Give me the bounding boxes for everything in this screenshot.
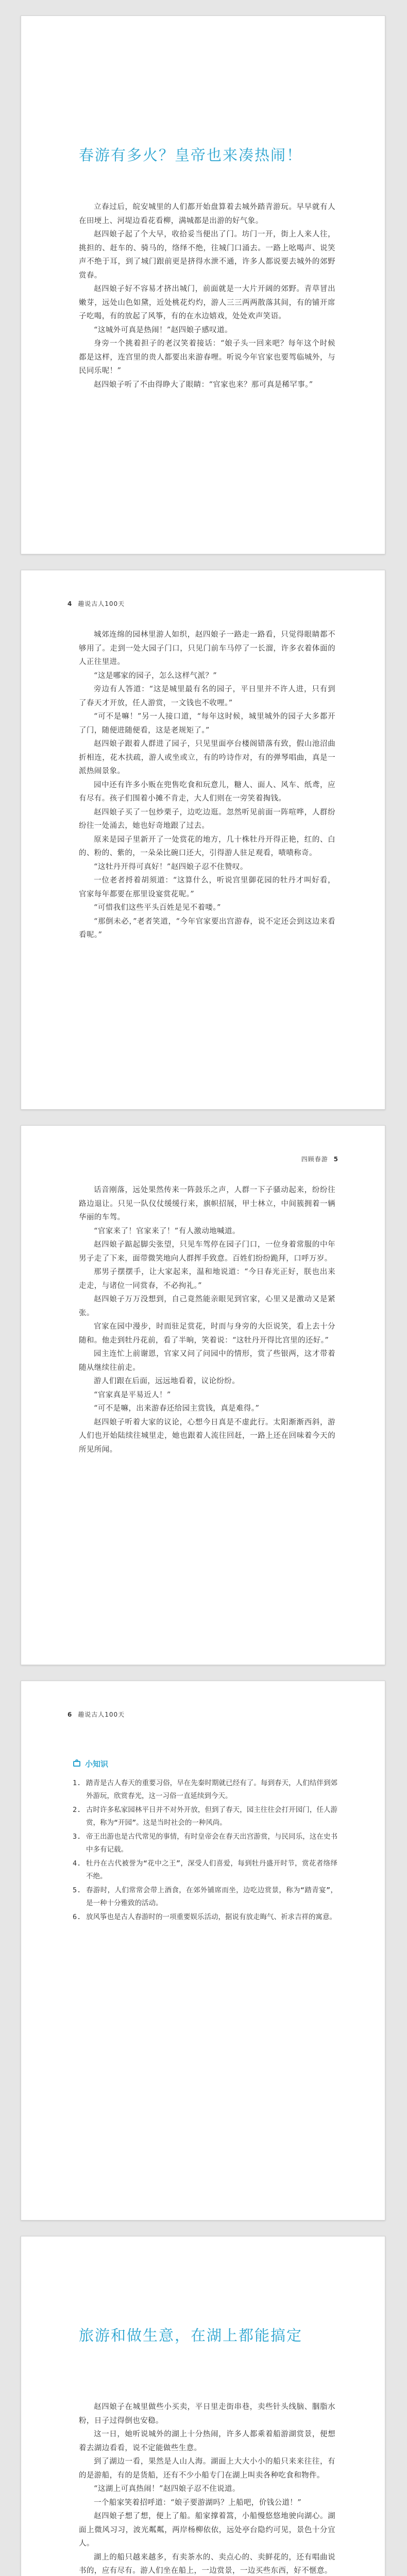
running-title: 趣说古人100天 bbox=[78, 1711, 125, 1718]
book-page-5 bbox=[21, 2236, 385, 2576]
paragraph: “官家来了！官家来了！”有人激动地喊道。 bbox=[94, 1227, 240, 1235]
running-title: 四顾春游 bbox=[301, 1156, 328, 1163]
paragraph: 园主连忙上前谢恩，官家又问了问园中的情形，赏了些银两，这才带着随从继续往前走。 bbox=[79, 1350, 335, 1372]
paragraph: 赵四娘子好不容易才挤出城门，前面就是一大片开阔的郊野。青草冒出嫩芽，远处山色如黛，近处桃花灼灼，游人三三两两散落其间，有的铺开席子吃喝，有的放起了风筝，有的在水边嬉戏，处处欢声笑语。 bbox=[79, 285, 335, 320]
body-text bbox=[79, 1183, 335, 1456]
paragraph: 赵四娘子听了不由得睁大了眼睛：“官家也来？那可真是稀罕事。” bbox=[94, 380, 313, 389]
paragraph: 城郊连绵的园林里游人如织，赵四娘子一路走一路看，只觉得眼睛都不够用了。走到一处大园子门口，只见门前车马停了一长溜，许多衣着体面的人正往里进。 bbox=[79, 631, 335, 666]
tip-heading bbox=[73, 1758, 108, 1769]
page-number: 4 bbox=[67, 600, 73, 607]
paragraph: 赵四娘子跟着人群进了园子，只见里面亭台楼阁错落有致，假山池沼曲折相连，花木扶疏，游人或坐或立，有的吟诗作对，有的弹琴唱曲，真是一派热闹景象。 bbox=[79, 740, 335, 775]
paragraph: 赵四娘子万万没想到，自己竟然能亲眼见到官家，心里又是激动又是紧张。 bbox=[79, 1295, 335, 1317]
paragraph: 赵四娘子想了想，便上了船。船家撑着篙，小船慢悠悠地驶向湖心。湖面上微风习习，波光粼粼，两岸杨柳依依，远处亭台隐约可见，景色十分宜人。 bbox=[79, 2512, 335, 2548]
paragraph: “这是哪家的园子，怎么这样气派？” bbox=[94, 671, 217, 680]
paragraph: 赵四娘子起了个大早，收拾妥当便出了门。坊门一开，街上人来人往，挑担的、赶车的、骑马的，络绎不绝，往城门口涌去。一路上吆喝声、说笑声不绝于耳，到了城门跟前更是挤得水泄不通，许多人都说要去城外的郊野赏春。 bbox=[79, 230, 335, 280]
paragraph: 旁边有人答道：“这是城里最有名的园子，平日里并不许人进，只有到了春天才开放，任人游赏，一文钱也不收哩。” bbox=[79, 685, 335, 707]
running-header bbox=[301, 1155, 342, 1163]
book-page-1 bbox=[21, 15, 385, 554]
book-page-2 bbox=[21, 570, 385, 1110]
page-number: 6 bbox=[67, 1711, 73, 1718]
paragraph: 那男子摆摆手，让大家起来，温和地说道：“今日春光正好，朕也出来走走，与诸位一同赏春，不必拘礼。” bbox=[79, 1268, 335, 1290]
paragraph: “可不是嘛，出来游春还给园主赏钱，真是难得。” bbox=[94, 1404, 260, 1413]
paragraph: 立春过后，皖安城里的人们都开始盘算着去城外踏青游玩。早早就有人在田埂上、河堤边看花看柳，满城都是出游的好气象。 bbox=[79, 203, 335, 225]
paragraph: “这城外可真是热闹！”赵四娘子感叹道。 bbox=[94, 326, 232, 334]
running-header bbox=[64, 599, 125, 608]
list-item: 3. 帝王出游也是古代常见的事情，有时皇帝会在春天出宫游赏，与民同乐，这在史书中多有记载。 bbox=[73, 1833, 337, 1854]
paragraph: “可惜我们这些平头百姓是见不着喽。” bbox=[94, 904, 221, 912]
running-header bbox=[64, 1710, 125, 1719]
paragraph: “官家真是平易近人！” bbox=[94, 1391, 171, 1399]
note-icon bbox=[73, 1759, 82, 1769]
paragraph: 赵四娘子听着大家的议论，心想今日真是不虚此行。太阳渐渐西斜，游人们也开始陆续往城里走，她也跟着人流往回赶，一路上还在回味着今天的所见所闻。 bbox=[79, 1418, 335, 1454]
paragraph: “可不是嘛！”另一人接口道，“每年这时候，城里城外的园子大多都开了门，随便进随便看，这是老规矩了。” bbox=[79, 713, 335, 735]
paragraph: “这牡丹开得可真好！”赵四娘子忍不住赞叹。 bbox=[94, 862, 248, 871]
paragraph: 湖上的船只越来越多，有卖茶水的、卖点心的、卖鲜花的，还有唱曲说书的，应有尽有。游人们坐在船上，一边赏景，一边买些东西，好不惬意。 bbox=[79, 2553, 335, 2575]
list-item: 1. 踏青是古人春天的重要习俗，早在先秦时期就已经有了。每到春天，人们结伴到郊外游玩，欣赏春光，这一习俗一直延续到今天。 bbox=[73, 1779, 337, 1800]
list-item: 5. 春游时，人们常常会带上酒食，在郊外铺席而坐，边吃边赏景，称为“踏青宴”，是一种十分雅致的活动。 bbox=[73, 1886, 337, 1907]
paragraph: 到了湖边一看，果然是人山人海。湖面上大大小小的船只来来往往，有的是游船，有的是货船，还有不少小船专门在湖上叫卖各种吃食和物件。 bbox=[79, 2458, 335, 2480]
paragraph: 话音刚落，远处果然传来一阵鼓乐之声，人群一下子骚动起来，纷纷往路边退让。只见一队仪仗缓缓行来，旗帜招展，甲士林立，中间簇拥着一辆华丽的车驾。 bbox=[79, 1186, 335, 1222]
list-item: 4. 牡丹在古代被誉为“花中之王”，深受人们喜爱，每到牡丹盛开时节，赏花者络绎不绝。 bbox=[73, 1859, 337, 1880]
paragraph: “这湖上可真热闹！”赵四娘子忍不住说道。 bbox=[94, 2485, 240, 2493]
page-number: 5 bbox=[333, 1156, 338, 1163]
paragraph: 官家在园中漫步，时而驻足赏花，时而与身旁的大臣说笑，看上去十分随和。他走到牡丹花前，看了半晌，笑着说：“这牡丹开得比宫里的还好。” bbox=[79, 1323, 335, 1345]
paragraph: 赵四娘子踮起脚尖张望，只见车驾停在园子门口，一位身着常服的中年男子走了下来，面带微笑地向人群挥手致意。百姓们纷纷跪拜，口呼万岁。 bbox=[79, 1241, 335, 1263]
body-text bbox=[79, 2400, 335, 2576]
book-page-4 bbox=[21, 1681, 385, 2221]
paragraph: 赵四娘子在城里做些小买卖，平日里走街串巷，卖些针头线脑、胭脂水粉，日子过得倒也安稳。 bbox=[79, 2403, 335, 2425]
paragraph: “那倒未必，”老者笑道，“今年官家要出宫游春，说不定还会到这边来看看呢。” bbox=[79, 917, 335, 939]
chapter-title: 春游有多火？皇帝也来凑热闹！ bbox=[79, 146, 303, 164]
paragraph: 一位老者捋着胡须道：“这算什么，听说宫里御花园的牡丹才叫好看，官家每年都要在那里设宴赏花呢。” bbox=[79, 876, 335, 899]
tip-title: 小知识 bbox=[85, 1759, 109, 1769]
list-item: 2. 古时许多私家园林平日并不对外开放，但到了春天，园主往往会打开园门，任人游赏，称为“开园”。这是当时社会的一种风尚。 bbox=[73, 1806, 337, 1827]
paragraph: 原来是园子里新开了一处赏花的地方，几十株牡丹开得正艳，红的、白的、粉的、紫的，一朵朵比碗口还大，引得游人驻足观看，啧啧称奇。 bbox=[79, 835, 335, 857]
paragraph: 身旁一个挑着担子的老汉笑着接话：“娘子头一回来吧？每年这个时候都是这样，连宫里的贵人都要出来游春哩。听说今年官家也要驾临城外，与民同乐呢！” bbox=[79, 340, 335, 375]
body-text bbox=[79, 628, 335, 942]
list-item: 6. 放风筝也是古人春游时的一项重要娱乐活动，据说有放走晦气、祈求吉祥的寓意。 bbox=[73, 1913, 336, 1921]
paragraph: 赵四娘子买了一包炒栗子，边吃边逛。忽然听见前面一阵喧哗，人群纷纷往一处涌去，她也好奇地跟了过去。 bbox=[79, 808, 335, 830]
paragraph: 游人们跟在后面，远远地看着，议论纷纷。 bbox=[94, 1377, 240, 1385]
book-page-3 bbox=[21, 1125, 385, 1665]
paragraph: 这一日，她听说城外的湖上十分热闹，许多人都乘着船游湖赏景，便想着去湖边看看，说不定能做些生意。 bbox=[79, 2430, 335, 2452]
chapter-title: 旅游和做生意，在湖上都能搞定 bbox=[79, 2327, 303, 2344]
tip-list bbox=[73, 1777, 337, 1925]
body-text bbox=[79, 200, 335, 392]
paragraph: 一个船家笑着招呼道：“娘子要游湖吗？上船吧，价钱公道！” bbox=[94, 2498, 302, 2507]
paragraph: 园中还有许多小贩在兜售吃食和玩意儿，糖人、面人、风车、纸鸢，应有尽有。孩子们围着小摊不肯走，大人们则在一旁笑着掏钱。 bbox=[79, 781, 335, 803]
running-title: 趣说古人100天 bbox=[78, 600, 125, 607]
